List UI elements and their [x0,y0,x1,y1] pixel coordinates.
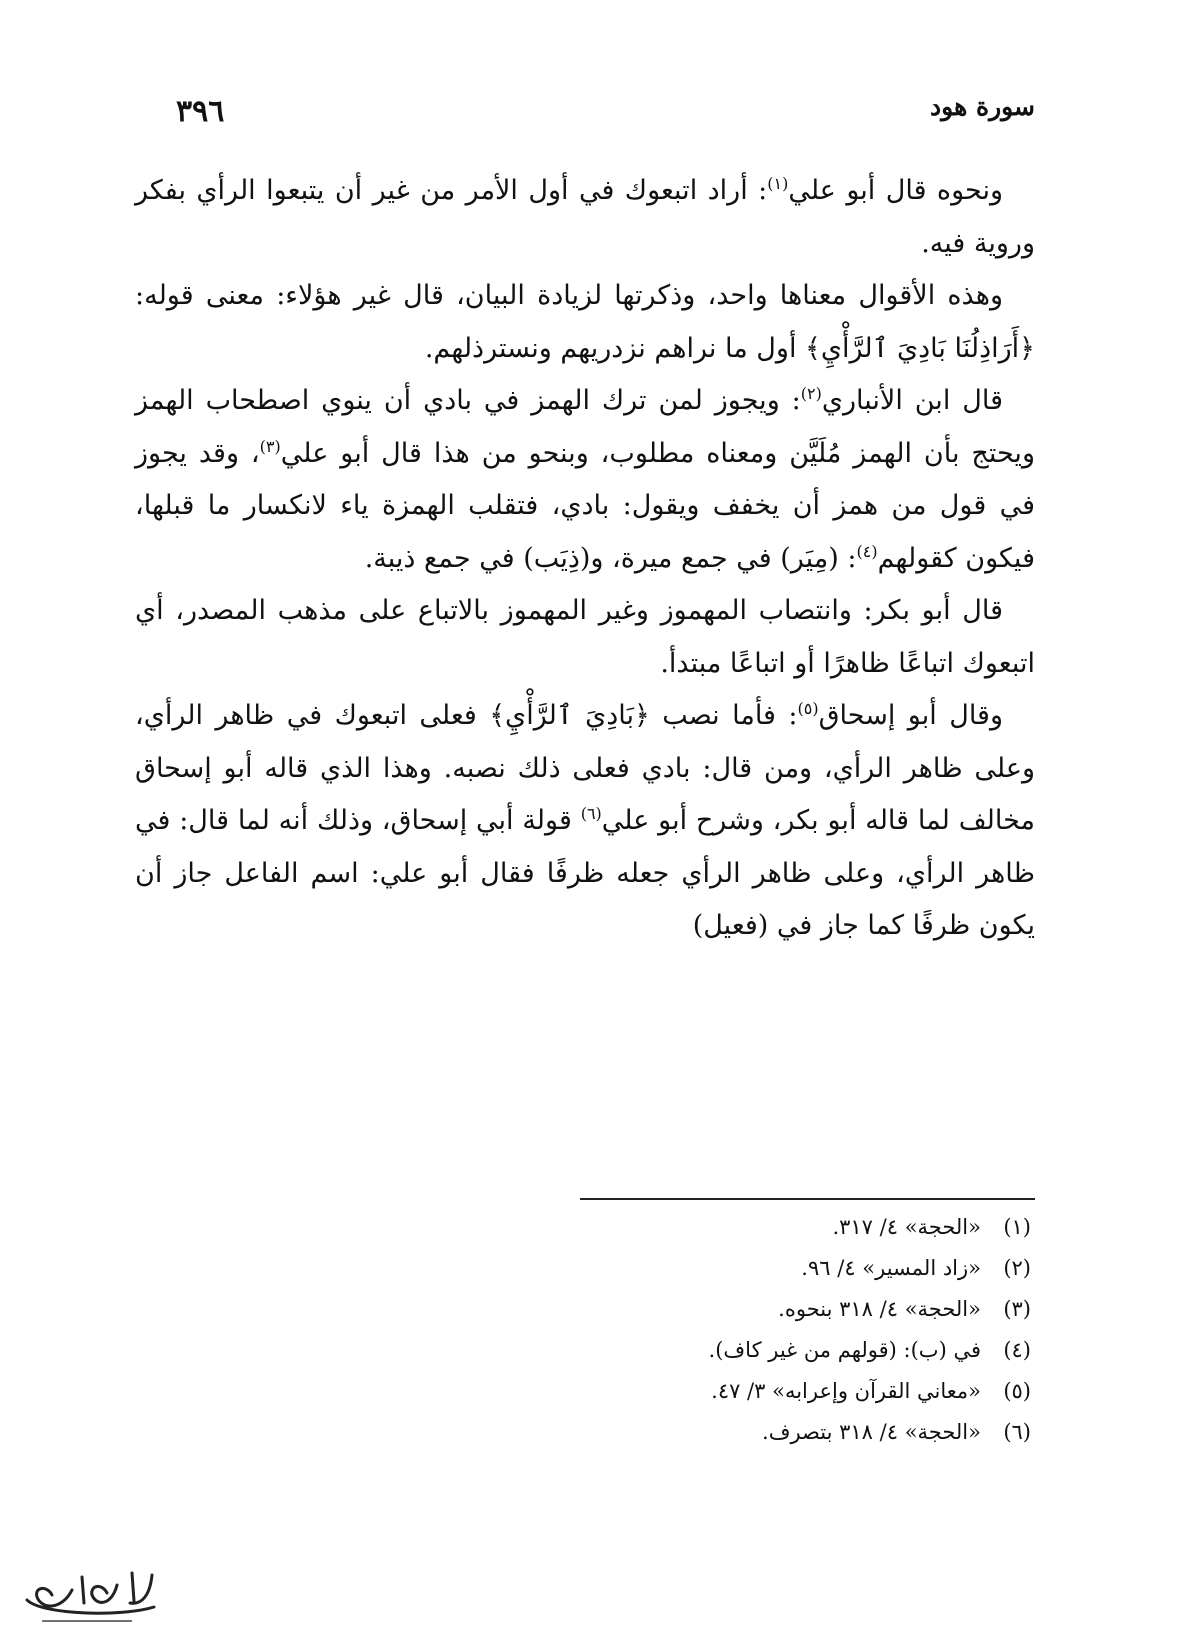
main-text [135,165,1035,953]
paragraph-5 [135,690,1035,953]
footnotes [135,1207,1035,1453]
footnote-6 [135,1412,1035,1453]
footnote-4 [135,1330,1035,1371]
text-segment: : فأما نصب ﴿بَادِيَ ٱلرَّأْيِ﴾ فعلى اتبعوك في ظاهر الرأي، وعلى ظاهر الرأي، ومن قال: بادي فعلى ذلك نصبه. وهذا الذي قاله أبو إسحاق مخالف لما قاله أبو بكر، وشرح أبو علي [135,700,1035,836]
text-segment: : ويجوز لمن ترك الهمز في بادي أن ينوي اصطحاب الهمز ويحتج بأن الهمز مُلَيَّن ومعناه مطلوب، وبنحو من هذا قال أبو علي [135,385,1035,469]
page-header [0,88,1185,138]
footnote-number: (٥) [1003,1379,1031,1403]
footnote-text: «زاد المسير» ٤/ ٩٦. [801,1256,981,1280]
text-segment: قولة أبي إسحاق، وذلك أنه لما قال: في ظاهر الرأي، وعلى ظاهر الرأي جعله ظرفًا فقال أبو علي: اسم الفاعل جاز أن يكون ظرفًا كما جاز في (فعيل) [135,805,1035,941]
footnote-5 [135,1371,1035,1412]
footnote-text: في (ب): (قولهم من غير كاف). [708,1338,981,1362]
paragraph-1 [135,165,1035,270]
footnote-ref-2[interactable]: (٢) [800,384,822,403]
footnote-2 [135,1248,1035,1289]
paragraph-3 [135,375,1035,585]
footnote-divider [580,1198,1035,1200]
footnote-ref-4[interactable]: (٤) [856,541,878,561]
footnote-ref-3[interactable]: (٣) [259,436,281,456]
page-number: ٣٩٦ [176,94,225,129]
publisher-logo-icon [12,1555,162,1630]
footnote-number: (٤) [1003,1338,1031,1362]
text-segment: قال ابن الأنباري [821,385,1003,416]
footnote-text: «الحجة» ٤/ ٣١٨ بنحوه. [778,1297,981,1321]
text-segment: وهذه الأقوال معناها واحد، وذكرتها لزيادة البيان، قال غير هؤلاء: معنى قوله: ﴿أَرَاذِلُنَا بَادِيَ ٱلرَّأْيِ﴾ أول ما نراهم نزدريهم ونسترذلهم. [135,280,1035,364]
text-segment: : أراد اتبعوك في أول الأمر من غير أن يتبعوا الرأي بفكر وروية فيه. [135,175,1035,259]
footnote-number: (٦) [1003,1420,1031,1444]
text-segment: ، وقد يجوز في قول من همز أن يخفف ويقول: بادي، فتقلب الهمزة ياء لانكسار ما قبلها، فيكون كقولهم [135,437,1035,574]
footnote-text: «معاني القرآن وإعرابه» ٣/ ٤٧. [711,1379,981,1403]
paragraph-2 [135,270,1035,375]
text-segment: ونحوه قال أبو علي [788,175,1004,206]
footnote-ref-5[interactable]: (٥) [797,699,819,718]
text-segment: : (مِيَر) في جمع ميرة، و(ذِيَب) في جمع ذيبة. [364,542,857,574]
footnote-number: (٣) [1003,1297,1031,1321]
footnote-number: (١) [1003,1215,1031,1239]
footnote-ref-1[interactable]: (١) [767,174,789,193]
text-segment: وقال أبو إسحاق [818,700,1003,731]
paragraph-4 [135,585,1035,690]
footnote-text: «الحجة» ٤/ ٣١٨ بتصرف. [762,1420,981,1444]
footnote-text: «الحجة» ٤/ ٣١٧. [832,1215,981,1239]
footnote-number: (٢) [1003,1256,1031,1280]
text-segment: قال أبو بكر: وانتصاب المهموز وغير المهموز بالاتباع على مذهب المصدر، أي اتبعوك اتباعًا ظاهرًا أو اتباعًا مبتدأ. [135,595,1035,679]
footnote-ref-6[interactable]: (٦) [580,804,602,823]
surah-title: سورة هود [930,92,1035,121]
footnote-1 [135,1207,1035,1248]
footnote-3 [135,1289,1035,1330]
